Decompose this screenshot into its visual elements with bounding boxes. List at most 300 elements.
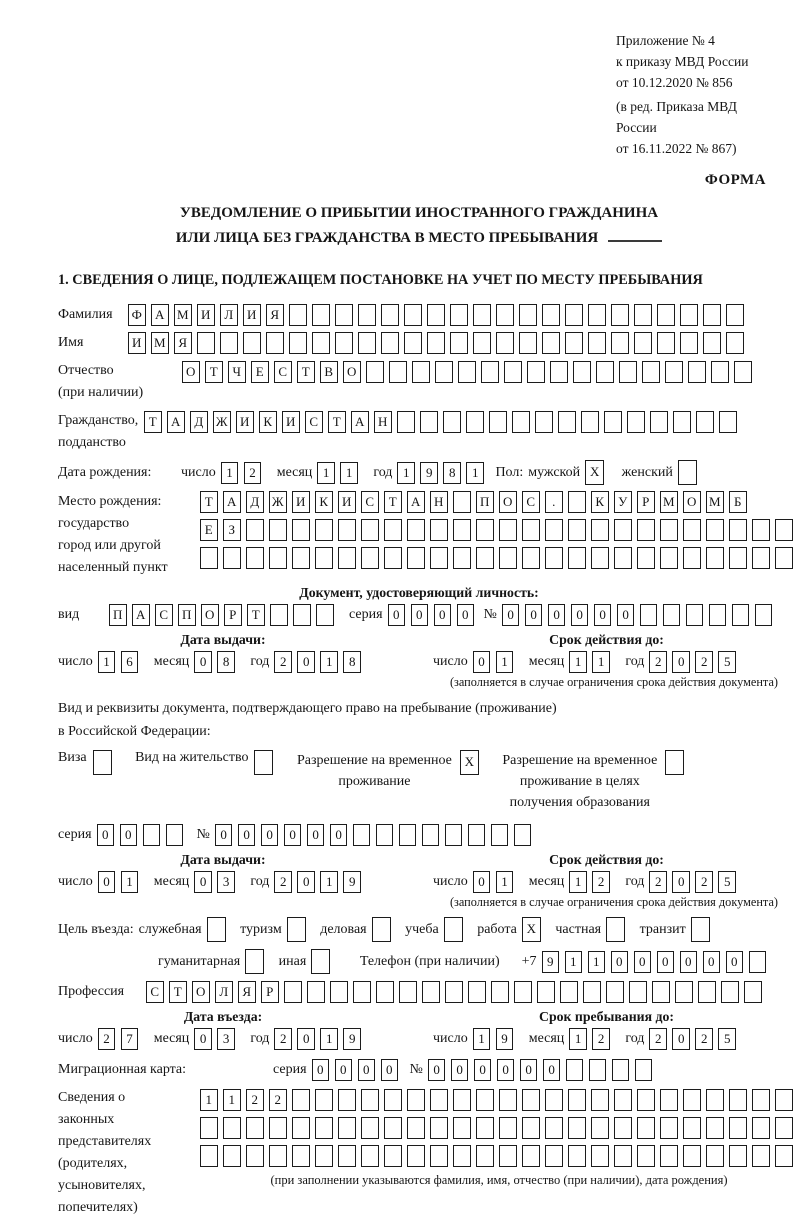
char-cell[interactable]: П [178, 604, 196, 626]
representatives-cells-2[interactable] [200, 1120, 798, 1135]
char-cell[interactable] [399, 824, 417, 846]
patronymic-cells[interactable] [182, 361, 757, 383]
char-cell[interactable] [223, 1145, 241, 1167]
char-cell[interactable]: 0 [120, 824, 138, 846]
char-cell[interactable]: О [683, 491, 701, 513]
valid-year-cells[interactable] [649, 651, 741, 673]
char-cell[interactable] [660, 547, 678, 569]
char-cell[interactable]: А [351, 411, 369, 433]
char-cell[interactable]: Р [637, 491, 655, 513]
char-cell[interactable]: 0 [680, 951, 698, 973]
char-cell[interactable] [522, 1117, 540, 1139]
char-cell[interactable]: 0 [297, 871, 315, 893]
char-cell[interactable] [453, 519, 471, 541]
char-cell[interactable]: 1 [496, 651, 514, 673]
char-cell[interactable]: Р [224, 604, 242, 626]
char-cell[interactable] [545, 519, 563, 541]
char-cell[interactable] [476, 1145, 494, 1167]
char-cell[interactable] [522, 519, 540, 541]
char-cell[interactable] [749, 951, 767, 973]
char-cell[interactable] [453, 547, 471, 569]
char-cell[interactable]: 0 [381, 1059, 399, 1081]
char-cell[interactable]: А [223, 491, 241, 513]
char-cell[interactable] [683, 547, 701, 569]
char-cell[interactable]: 2 [269, 1089, 287, 1111]
char-cell[interactable]: Д [246, 491, 264, 513]
char-cell[interactable]: С [274, 361, 292, 383]
char-cell[interactable]: 0 [428, 1059, 446, 1081]
char-cell[interactable] [453, 1117, 471, 1139]
char-cell[interactable] [427, 304, 445, 326]
char-cell[interactable] [775, 547, 793, 569]
char-cell[interactable]: 1 [200, 1089, 218, 1111]
char-cell[interactable]: 3 [217, 871, 235, 893]
char-cell[interactable]: 0 [474, 1059, 492, 1081]
char-cell[interactable] [614, 1089, 632, 1111]
char-cell[interactable] [422, 981, 440, 1003]
char-cell[interactable] [568, 491, 586, 513]
char-cell[interactable] [476, 519, 494, 541]
char-cell[interactable] [522, 1089, 540, 1111]
char-cell[interactable] [627, 411, 645, 433]
char-cell[interactable] [269, 1145, 287, 1167]
char-cell[interactable] [640, 604, 658, 626]
char-cell[interactable] [581, 411, 599, 433]
char-cell[interactable] [775, 1089, 793, 1111]
residence-number-cells[interactable] [215, 824, 537, 846]
residence-valid-year-cells[interactable] [649, 871, 741, 893]
char-cell[interactable]: 0 [194, 651, 212, 673]
char-cell[interactable] [284, 981, 302, 1003]
sex-female-checkbox[interactable] [678, 460, 703, 485]
purpose-business-checkbox[interactable] [372, 917, 397, 942]
char-cell[interactable]: 2 [274, 871, 292, 893]
residence-issue-year-cells[interactable] [274, 871, 366, 893]
char-cell[interactable] [614, 519, 632, 541]
issue-day-cells[interactable] [98, 651, 144, 673]
char-cell[interactable]: 0 [215, 824, 233, 846]
char-cell[interactable] [287, 917, 306, 942]
char-cell[interactable] [637, 547, 655, 569]
char-cell[interactable] [361, 547, 379, 569]
char-cell[interactable] [504, 361, 522, 383]
char-cell[interactable] [372, 917, 391, 942]
char-cell[interactable] [637, 1145, 655, 1167]
char-cell[interactable]: Н [430, 491, 448, 513]
char-cell[interactable]: 1 [466, 462, 484, 484]
char-cell[interactable] [223, 1117, 241, 1139]
valid-month-cells[interactable] [569, 651, 615, 673]
char-cell[interactable] [565, 304, 583, 326]
char-cell[interactable]: 0 [261, 824, 279, 846]
purpose-work-checkbox[interactable] [522, 917, 547, 942]
char-cell[interactable]: Е [251, 361, 269, 383]
char-cell[interactable]: 0 [284, 824, 302, 846]
char-cell[interactable] [245, 949, 264, 974]
char-cell[interactable] [358, 304, 376, 326]
char-cell[interactable]: И [338, 491, 356, 513]
char-cell[interactable] [545, 1117, 563, 1139]
char-cell[interactable] [384, 547, 402, 569]
char-cell[interactable] [558, 411, 576, 433]
char-cell[interactable] [683, 519, 701, 541]
char-cell[interactable]: И [243, 304, 261, 326]
entry-month-cells[interactable] [194, 1028, 240, 1050]
char-cell[interactable]: 8 [217, 651, 235, 673]
char-cell[interactable] [545, 547, 563, 569]
char-cell[interactable]: 0 [330, 824, 348, 846]
char-cell[interactable] [200, 547, 218, 569]
char-cell[interactable]: Л [215, 981, 233, 1003]
char-cell[interactable]: 1 [317, 462, 335, 484]
char-cell[interactable]: Ч [228, 361, 246, 383]
char-cell[interactable] [289, 304, 307, 326]
char-cell[interactable] [389, 361, 407, 383]
char-cell[interactable] [675, 981, 693, 1003]
char-cell[interactable] [335, 304, 353, 326]
char-cell[interactable] [143, 824, 161, 846]
char-cell[interactable]: Т [200, 491, 218, 513]
char-cell[interactable]: 1 [569, 651, 587, 673]
char-cell[interactable]: М [660, 491, 678, 513]
char-cell[interactable]: 5 [718, 871, 736, 893]
char-cell[interactable]: 9 [343, 1028, 361, 1050]
char-cell[interactable]: М [174, 304, 192, 326]
char-cell[interactable] [381, 332, 399, 354]
char-cell[interactable] [312, 304, 330, 326]
char-cell[interactable] [729, 1117, 747, 1139]
char-cell[interactable]: К [591, 491, 609, 513]
char-cell[interactable] [315, 547, 333, 569]
char-cell[interactable] [634, 304, 652, 326]
char-cell[interactable] [376, 824, 394, 846]
char-cell[interactable] [420, 411, 438, 433]
char-cell[interactable]: С [146, 981, 164, 1003]
char-cell[interactable] [444, 917, 463, 942]
char-cell[interactable] [361, 519, 379, 541]
char-cell[interactable] [315, 1089, 333, 1111]
char-cell[interactable] [591, 1089, 609, 1111]
char-cell[interactable] [686, 604, 704, 626]
char-cell[interactable]: О [343, 361, 361, 383]
char-cell[interactable]: 0 [434, 604, 452, 626]
char-cell[interactable]: А [407, 491, 425, 513]
issue-year-cells[interactable] [274, 651, 366, 673]
char-cell[interactable] [568, 1117, 586, 1139]
char-cell[interactable]: 1 [588, 951, 606, 973]
char-cell[interactable]: 1 [121, 871, 139, 893]
char-cell[interactable] [660, 519, 678, 541]
char-cell[interactable] [270, 604, 288, 626]
char-cell[interactable] [629, 981, 647, 1003]
char-cell[interactable] [660, 1117, 678, 1139]
char-cell[interactable] [732, 604, 750, 626]
char-cell[interactable] [752, 1117, 770, 1139]
char-cell[interactable] [246, 547, 264, 569]
char-cell[interactable] [612, 1059, 630, 1081]
char-cell[interactable]: 1 [320, 871, 338, 893]
char-cell[interactable]: 6 [121, 651, 139, 673]
char-cell[interactable] [606, 917, 625, 942]
char-cell[interactable] [683, 1089, 701, 1111]
char-cell[interactable] [755, 604, 773, 626]
char-cell[interactable] [726, 332, 744, 354]
char-cell[interactable] [430, 519, 448, 541]
char-cell[interactable] [489, 411, 507, 433]
char-cell[interactable] [481, 361, 499, 383]
char-cell[interactable] [568, 1145, 586, 1167]
char-cell[interactable] [652, 981, 670, 1003]
char-cell[interactable] [706, 1117, 724, 1139]
char-cell[interactable] [289, 332, 307, 354]
char-cell[interactable]: А [167, 411, 185, 433]
char-cell[interactable] [519, 332, 537, 354]
char-cell[interactable] [476, 547, 494, 569]
char-cell[interactable] [642, 361, 660, 383]
char-cell[interactable]: 2 [274, 651, 292, 673]
char-cell[interactable] [293, 604, 311, 626]
char-cell[interactable]: Л [220, 304, 238, 326]
char-cell[interactable]: 2 [274, 1028, 292, 1050]
char-cell[interactable] [535, 411, 553, 433]
char-cell[interactable]: 2 [246, 1089, 264, 1111]
char-cell[interactable] [657, 304, 675, 326]
char-cell[interactable] [680, 332, 698, 354]
char-cell[interactable] [680, 304, 698, 326]
char-cell[interactable] [499, 547, 517, 569]
char-cell[interactable]: 0 [672, 871, 690, 893]
purpose-private-checkbox[interactable] [606, 917, 631, 942]
char-cell[interactable] [637, 1089, 655, 1111]
char-cell[interactable] [458, 361, 476, 383]
char-cell[interactable] [266, 332, 284, 354]
char-cell[interactable]: 9 [420, 462, 438, 484]
char-cell[interactable] [752, 1145, 770, 1167]
issue-month-cells[interactable] [194, 651, 240, 673]
char-cell[interactable] [468, 824, 486, 846]
char-cell[interactable] [512, 411, 530, 433]
char-cell[interactable]: Я [266, 304, 284, 326]
purpose-transit-checkbox[interactable] [691, 917, 716, 942]
birth-place-cells-2[interactable] [200, 522, 798, 537]
char-cell[interactable] [381, 304, 399, 326]
char-cell[interactable] [527, 361, 545, 383]
char-cell[interactable] [665, 750, 684, 775]
char-cell[interactable]: 2 [592, 871, 610, 893]
char-cell[interactable]: И [197, 304, 215, 326]
char-cell[interactable] [614, 1117, 632, 1139]
purpose-tourism-checkbox[interactable] [287, 917, 312, 942]
char-cell[interactable]: 0 [98, 871, 116, 893]
char-cell[interactable] [711, 361, 729, 383]
char-cell[interactable] [430, 1089, 448, 1111]
char-cell[interactable] [660, 1089, 678, 1111]
char-cell[interactable] [775, 1117, 793, 1139]
char-cell[interactable]: 1 [320, 1028, 338, 1050]
char-cell[interactable] [311, 949, 330, 974]
char-cell[interactable] [775, 1145, 793, 1167]
char-cell[interactable] [269, 1117, 287, 1139]
char-cell[interactable]: 0 [594, 604, 612, 626]
char-cell[interactable]: Ж [213, 411, 231, 433]
char-cell[interactable]: 1 [496, 871, 514, 893]
char-cell[interactable]: Р [261, 981, 279, 1003]
char-cell[interactable] [729, 1145, 747, 1167]
char-cell[interactable]: И [128, 332, 146, 354]
residence-series-cells[interactable] [97, 824, 189, 846]
char-cell[interactable]: Т [297, 361, 315, 383]
char-cell[interactable] [200, 1145, 218, 1167]
char-cell[interactable] [292, 1117, 310, 1139]
char-cell[interactable] [606, 981, 624, 1003]
purpose-humanitarian-checkbox[interactable] [245, 949, 270, 974]
char-cell[interactable] [691, 917, 710, 942]
char-cell[interactable] [243, 332, 261, 354]
char-cell[interactable] [399, 981, 417, 1003]
char-cell[interactable] [650, 411, 668, 433]
char-cell[interactable]: 0 [194, 871, 212, 893]
char-cell[interactable]: 0 [451, 1059, 469, 1081]
residence-issue-day-cells[interactable] [98, 871, 144, 893]
char-cell[interactable] [338, 547, 356, 569]
migration-series-cells[interactable] [312, 1059, 404, 1081]
char-cell[interactable] [560, 981, 578, 1003]
char-cell[interactable] [166, 824, 184, 846]
stay-year-cells[interactable] [649, 1028, 741, 1050]
char-cell[interactable] [315, 519, 333, 541]
char-cell[interactable] [729, 519, 747, 541]
char-cell[interactable] [499, 1117, 517, 1139]
char-cell[interactable] [588, 332, 606, 354]
char-cell[interactable] [338, 519, 356, 541]
char-cell[interactable] [634, 332, 652, 354]
char-cell[interactable] [338, 1117, 356, 1139]
char-cell[interactable] [545, 1145, 563, 1167]
char-cell[interactable] [427, 332, 445, 354]
birth-month-cells[interactable] [317, 462, 363, 484]
char-cell[interactable] [443, 411, 461, 433]
char-cell[interactable] [407, 1145, 425, 1167]
phone-cells[interactable] [542, 951, 772, 973]
temp-residence-education-checkbox[interactable] [665, 750, 690, 775]
char-cell[interactable] [698, 981, 716, 1003]
char-cell[interactable] [407, 547, 425, 569]
char-cell[interactable] [269, 519, 287, 541]
char-cell[interactable]: О [192, 981, 210, 1003]
temp-residence-checkbox[interactable] [460, 750, 485, 775]
char-cell[interactable] [335, 332, 353, 354]
char-cell[interactable] [637, 1117, 655, 1139]
char-cell[interactable] [565, 332, 583, 354]
char-cell[interactable]: 0 [672, 651, 690, 673]
char-cell[interactable] [430, 547, 448, 569]
stay-month-cells[interactable] [569, 1028, 615, 1050]
char-cell[interactable] [361, 1117, 379, 1139]
char-cell[interactable]: О [499, 491, 517, 513]
char-cell[interactable]: Ж [269, 491, 287, 513]
char-cell[interactable] [430, 1145, 448, 1167]
birth-year-cells[interactable] [397, 462, 489, 484]
char-cell[interactable] [591, 519, 609, 541]
char-cell[interactable]: 2 [592, 1028, 610, 1050]
char-cell[interactable]: 0 [473, 651, 491, 673]
char-cell[interactable]: 0 [617, 604, 635, 626]
representatives-cells-1[interactable] [200, 1092, 798, 1107]
char-cell[interactable] [611, 332, 629, 354]
residence-permit-checkbox[interactable] [254, 750, 279, 775]
char-cell[interactable] [93, 750, 112, 775]
char-cell[interactable] [397, 411, 415, 433]
sex-male-checkbox[interactable] [585, 460, 610, 485]
char-cell[interactable]: Я [238, 981, 256, 1003]
doc-number-cells[interactable] [502, 604, 778, 626]
char-cell[interactable]: 0 [194, 1028, 212, 1050]
char-cell[interactable] [568, 547, 586, 569]
char-cell[interactable]: 2 [695, 871, 713, 893]
char-cell[interactable] [499, 1089, 517, 1111]
char-cell[interactable] [591, 1117, 609, 1139]
char-cell[interactable] [588, 304, 606, 326]
char-cell[interactable] [491, 824, 509, 846]
char-cell[interactable]: Я [174, 332, 192, 354]
char-cell[interactable]: 2 [244, 462, 262, 484]
char-cell[interactable]: О [182, 361, 200, 383]
char-cell[interactable]: 7 [121, 1028, 139, 1050]
char-cell[interactable] [473, 304, 491, 326]
char-cell[interactable] [316, 604, 334, 626]
char-cell[interactable]: 0 [457, 604, 475, 626]
char-cell[interactable] [197, 332, 215, 354]
char-cell[interactable] [589, 1059, 607, 1081]
char-cell[interactable]: Т [247, 604, 265, 626]
char-cell[interactable]: 0 [703, 951, 721, 973]
char-cell[interactable] [366, 361, 384, 383]
char-cell[interactable]: 8 [443, 462, 461, 484]
char-cell[interactable]: 1 [223, 1089, 241, 1111]
char-cell[interactable] [614, 547, 632, 569]
char-cell[interactable]: А [151, 304, 169, 326]
char-cell[interactable] [752, 547, 770, 569]
entry-year-cells[interactable] [274, 1028, 366, 1050]
char-cell[interactable]: 0 [657, 951, 675, 973]
char-cell[interactable] [450, 304, 468, 326]
char-cell[interactable] [435, 361, 453, 383]
char-cell[interactable] [384, 1145, 402, 1167]
valid-day-cells[interactable] [473, 651, 519, 673]
char-cell[interactable]: X [585, 460, 604, 485]
char-cell[interactable]: Т [205, 361, 223, 383]
char-cell[interactable] [200, 1117, 218, 1139]
char-cell[interactable] [338, 1089, 356, 1111]
char-cell[interactable]: З [223, 519, 241, 541]
char-cell[interactable] [706, 547, 724, 569]
char-cell[interactable] [611, 304, 629, 326]
char-cell[interactable]: И [292, 491, 310, 513]
char-cell[interactable] [384, 519, 402, 541]
char-cell[interactable]: 0 [307, 824, 325, 846]
char-cell[interactable] [583, 981, 601, 1003]
char-cell[interactable]: 0 [358, 1059, 376, 1081]
char-cell[interactable] [573, 361, 591, 383]
char-cell[interactable] [568, 519, 586, 541]
char-cell[interactable] [673, 411, 691, 433]
char-cell[interactable] [660, 1145, 678, 1167]
char-cell[interactable] [292, 1089, 310, 1111]
char-cell[interactable] [407, 1117, 425, 1139]
char-cell[interactable] [358, 332, 376, 354]
profession-cells[interactable] [146, 981, 767, 1003]
char-cell[interactable]: П [109, 604, 127, 626]
